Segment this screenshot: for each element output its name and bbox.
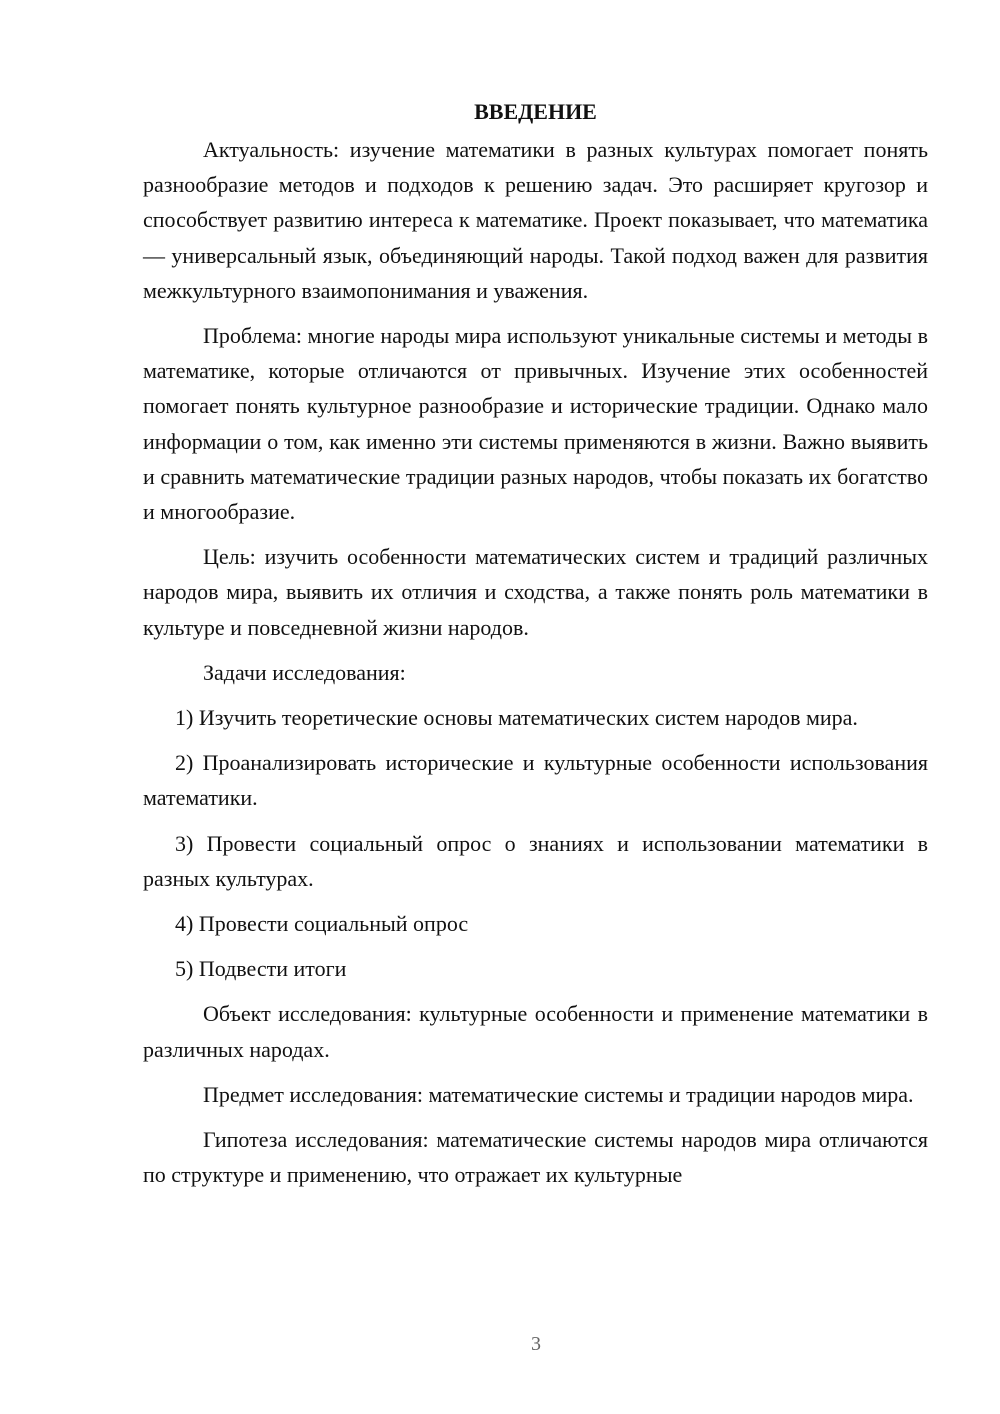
task-item-3: 3) Провести социальный опрос о знаниях и использовании математики в разных культурах.	[143, 830, 928, 891]
task-item-1: 1) Изучить теоретические основы математических систем народов мира.	[175, 705, 858, 731]
page-content	[143, 94, 928, 1192]
task-item-5: 5) Подвести итоги	[175, 956, 347, 982]
object-paragraph: Объект исследования: культурные особенности и применение математики в различных народах.	[143, 1001, 928, 1062]
subject-paragraph: Предмет исследования: математические системы и традиции народов мира.	[203, 1081, 914, 1107]
page-number: 3	[531, 1333, 541, 1355]
goal-paragraph: Цель: изучить особенности математических систем и традиций различных народов мира, выявить их отличия и сходства, а также понять роль математики в культуре и повседневной жизни народов.	[143, 544, 928, 640]
page-title: ВВЕДЕНИЕ	[474, 99, 597, 124]
task-item-2: 2) Проанализировать исторические и культурные особенности использования математики.	[143, 750, 928, 811]
task-item-4: 4) Провести социальный опрос	[175, 911, 469, 937]
hypothesis-paragraph: Гипотеза исследования: математические системы народов мира отличаются по структуре и применению, что отражает их культурные	[143, 1127, 928, 1188]
problem-paragraph: Проблема: многие народы мира используют уникальные системы и методы в математике, которые отличаются от привычных. Изучение этих особенностей помогает понять культурное разнообразие и исторические традиции. Однако мало информации о том, как именно эти системы применяются в жизни. Важно выявить и сравнить математические традиции разных народов, чтобы показать их богатство и многообразие.	[143, 323, 928, 525]
tasks-heading: Задачи исследования:	[203, 659, 406, 685]
relevance-paragraph: Актуальность: изучение математики в разных культурах помогает понять разнообразие методов и подходов к решению задач. Это расширяет кругозор и способствует развитию интереса к математике. Проект показывает, что математика — универсальный язык, объединяющий народы. Такой подход важен для развития межкультурного взаимопонимания и уважения.	[143, 137, 928, 303]
